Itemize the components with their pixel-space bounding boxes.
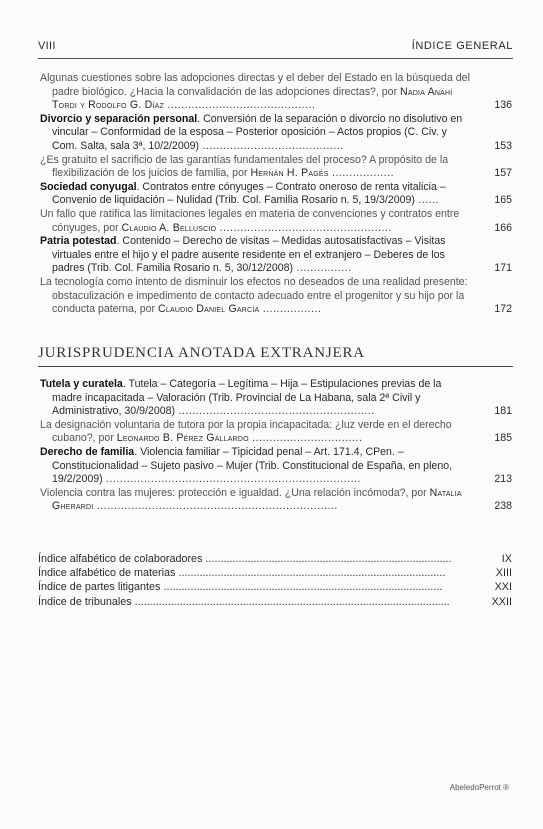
toc-entry[interactable] <box>40 419 512 446</box>
toc-entry[interactable] <box>40 208 512 235</box>
section-title: JURISPRUDENCIA ANOTADA EXTRANJERA <box>38 345 365 361</box>
index-row[interactable] <box>38 580 512 594</box>
entry-author: Nadia Anahí Tordi y Rodolfo G. Díaz <box>52 85 453 112</box>
entry-heading: Patria potestad <box>40 235 117 248</box>
dot-leader: ...... <box>414 194 440 207</box>
index-row[interactable] <box>38 566 512 580</box>
toc-entry[interactable] <box>40 378 512 419</box>
dot-leader: ...................................................................... <box>93 500 338 513</box>
entry-page-number: 165 <box>494 194 512 207</box>
entry-page-number: 213 <box>494 473 512 486</box>
dot-leader: ......................................................... <box>175 405 375 418</box>
entry-author: Natalia Gherardi <box>52 486 462 513</box>
toc-entries-national <box>40 72 512 317</box>
index-page-number: XXI <box>494 581 512 594</box>
entry-page-number: 181 <box>494 405 512 418</box>
entry-author: Claudio Daniel García <box>158 303 260 316</box>
section-rule <box>38 366 513 367</box>
entry-page-number: 157 <box>494 167 512 180</box>
dot-leader: ................ <box>293 262 352 275</box>
dot-leader: ................................ <box>248 432 363 445</box>
entry-heading: Tutela y curatela <box>40 378 123 390</box>
dot-leader: .................. <box>328 167 395 180</box>
index-page-number: IX <box>501 553 512 565</box>
dot-leader: .......................................................................... <box>102 473 361 486</box>
toc-entries-foreign <box>40 378 512 514</box>
toc-entry[interactable] <box>40 113 512 154</box>
index-row[interactable] <box>38 595 512 609</box>
entry-text: La tecnología como intento de disminuir los efectos no deseados de una realidad presente: obstaculización e impedimento de contacto adecuado entre el progenitor y su hijo por la conducta paterna, por <box>40 275 468 316</box>
index-page-number: XIII <box>495 567 512 580</box>
entry-text: . Contenido – Derecho de visitas – Medidas autosatisfactivas – Visitas virtuales entre el hijo y el padre ausente residente en el extranjero – Deberes de los padres (Trib. Col. Familia Rosario n. 5, 30/12/2008) <box>52 235 446 275</box>
toc-entry[interactable] <box>40 72 512 113</box>
entry-text: . Conversión de la separación o divorcio no disolutivo en vincular – Conformidad de la esposa – Posterior oposición – Actos propios (C. Civ. y Com. Salta, sala 3ª, 10/2/2009) <box>52 112 463 152</box>
toc-entry[interactable] <box>40 181 512 208</box>
index-row[interactable] <box>38 552 512 566</box>
index-label: Índice de tribunales <box>38 595 132 608</box>
entry-page-number: 172 <box>494 303 512 316</box>
index-label: Índice alfabético de colaboradores <box>38 553 203 565</box>
toc-entry[interactable] <box>40 154 512 181</box>
index-label: Índice alfabético de materias <box>38 567 176 580</box>
toc-entry[interactable] <box>40 487 512 514</box>
entry-page-number: 153 <box>494 139 512 152</box>
page-number: VIII <box>38 40 56 52</box>
header-rule <box>38 58 513 59</box>
toc-entry[interactable] <box>40 446 512 487</box>
index-page-number: XXII <box>491 595 512 608</box>
entry-text: Violencia contra las mujeres: protección e igualdad. ¿Una relación incómoda?, por <box>40 486 430 499</box>
entry-author: Leonardo B. Pérez Gallardo <box>116 432 249 445</box>
dot-leader: ......................................................................................................... <box>131 595 450 608</box>
entry-heading: Derecho de familia <box>40 445 135 458</box>
running-title: ÍNDICE GENERAL <box>411 40 513 52</box>
entry-text: ¿Es gratuito el sacrificio de las garantías fundamentales del proceso? A propósito de la flexibilización de los juicios de familia, por <box>40 153 449 180</box>
entry-text: Un fallo que ratifica las limitaciones legales en materia de convenciones y contratos entre cónyuges, por <box>40 207 460 234</box>
page-header <box>38 40 513 56</box>
publisher-mark: AbeledoPerrot ® <box>449 783 509 792</box>
entry-page-number: 185 <box>494 432 512 445</box>
entry-heading: Sociedad conyugal <box>40 180 137 193</box>
entry-text: . Contratos entre cónyuges – Contrato oneroso de renta vitalicia – Convenio de liquidación – Nulidad (Trib. Col. Familia Rosario n. 5, 19/3/2009) <box>52 180 446 207</box>
dot-leader: ................. <box>259 303 322 316</box>
entry-page-number: 171 <box>494 262 512 275</box>
index-list <box>38 552 512 609</box>
toc-entry[interactable] <box>40 276 512 317</box>
dot-leader: ........................................... <box>163 99 316 112</box>
dot-leader: ......................................................................................... <box>175 567 446 580</box>
dot-leader: ............................................................................................. <box>160 581 443 594</box>
entry-heading: Divorcio y separación personal <box>40 112 198 125</box>
entry-text: . Violencia familiar – Tipicidad penal – Art. 171.4, CPen. – Constitucionalidad – Sujeto pasivo – Mujer (Trib. Constitucional de España, en pleno, 19/2/2009) <box>52 445 453 486</box>
dot-leader: .................................................................................. <box>202 553 452 565</box>
dot-leader: ......................................... <box>199 139 344 152</box>
entry-page-number: 238 <box>494 500 512 513</box>
index-label: Índice de partes litigantes <box>38 581 161 594</box>
entry-author: Hernán H. Pagés <box>250 167 329 180</box>
entry-page-number: 166 <box>494 221 512 234</box>
entry-author: Claudio A. Belluscio <box>121 221 217 234</box>
dot-leader: .................................................. <box>216 221 392 234</box>
entry-text: La designación voluntaria de tutora por la propia incapacitada: ¿luz verde en el derecho cubano?, por <box>40 418 452 445</box>
entry-text: . Tutela – Categoría – Legítima – Hija – Estipulaciones previas de la madre incapacitada – Valoración (Trib. Provincial de La Habana, sala 2ª Civil y Administrativo, 30/9/2008) <box>52 378 442 418</box>
entry-text: Algunas cuestiones sobre las adopciones directas y el deber del Estado en la búsqueda del padre biológico. ¿Hacia la convalidación de las adopciones directas?, por <box>40 72 470 98</box>
entry-page-number: 136 <box>494 99 512 112</box>
toc-entry[interactable] <box>40 235 512 276</box>
